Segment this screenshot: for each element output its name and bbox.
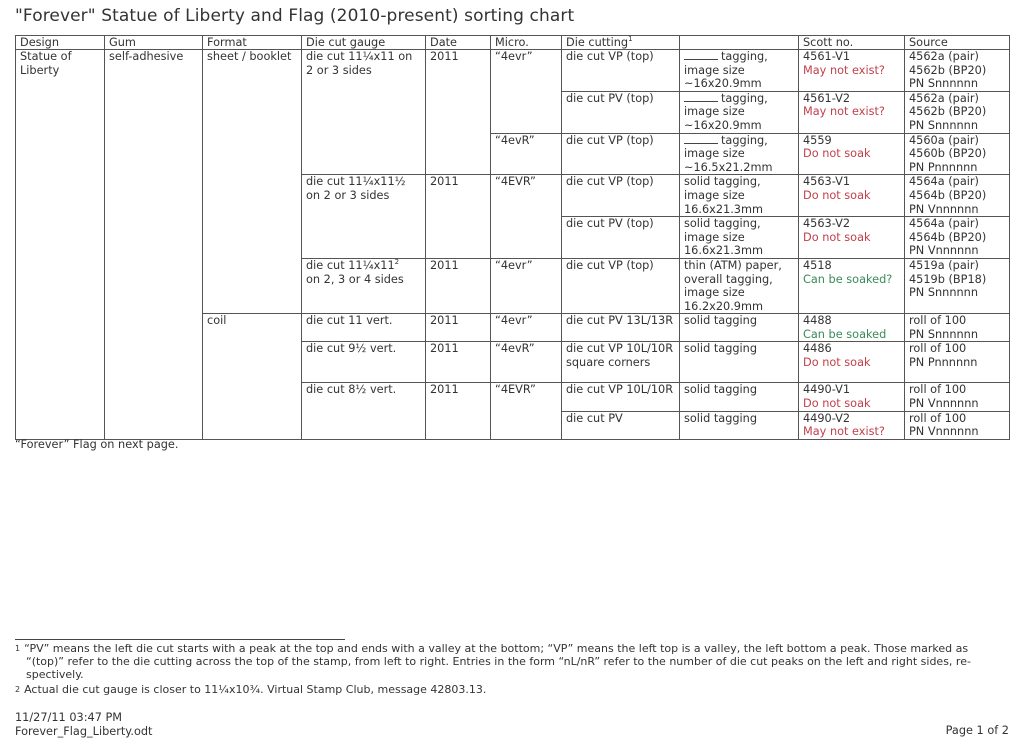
scott-cell: 4490-V2 May not exist?	[799, 411, 905, 439]
source-cell: 4562a (pair) 4562b (BP20) PN Snnnnnn	[905, 50, 1010, 92]
scott-cell: 4563-V1 Do not soak	[799, 175, 905, 217]
die-cutting-cell: die cut PV (top)	[562, 217, 680, 259]
source-cell: roll of 100 PN Vnnnnnn	[905, 383, 1010, 411]
scott-cell: 4561-V1 May not exist?	[799, 50, 905, 92]
header-micro: Micro.	[491, 36, 562, 50]
header-format: Format	[203, 36, 302, 50]
scott-cell: 4490-V1 Do not soak	[799, 383, 905, 411]
date-cell: 2011	[426, 314, 491, 342]
source-cell: roll of 100 PN Snnnnnn	[905, 314, 1010, 342]
header-date: Date	[426, 36, 491, 50]
header-source: Source	[905, 36, 1010, 50]
header-die-cut-gauge: Die cut gauge	[302, 36, 426, 50]
source-cell: 4519a (pair) 4519b (BP18) PN Snnnnnn	[905, 258, 1010, 313]
tagging-cell: solid tagging	[680, 342, 799, 383]
format-cell-coil: coil	[203, 314, 302, 440]
source-cell: 4560a (pair) 4560b (BP20) PN Pnnnnnn	[905, 133, 1010, 175]
scott-cell: 4559 Do not soak	[799, 133, 905, 175]
date-cell: 2011	[426, 342, 491, 383]
date-cell: 2011	[426, 50, 491, 175]
tagging-cell: solid tagging, image size 16.6x21.3mm	[680, 217, 799, 259]
tagging-cell: solid tagging	[680, 383, 799, 411]
die-cutting-cell: die cut VP 10L/10R	[562, 383, 680, 411]
header-row	[16, 36, 1010, 50]
source-cell: roll of 100 PN Vnnnnnn	[905, 411, 1010, 439]
gauge-cell: die cut $11\frac{1}{4}x11^2$ on 2, 3 or 4 sides	[302, 258, 426, 313]
gum-cell: self-adhesive	[105, 50, 203, 440]
scott-cell: 4488 Can be soaked	[799, 314, 905, 342]
table-row	[16, 50, 1010, 92]
date-cell: 2011	[426, 175, 491, 259]
document-meta	[15, 711, 152, 738]
scott-cell: 4563-V2 Do not soak	[799, 217, 905, 259]
header-design: Design	[16, 36, 105, 50]
micro-cell: “4evR”	[491, 342, 562, 383]
source-cell: 4564a (pair) 4564b (BP20) PN Vnnnnnn	[905, 175, 1010, 217]
die-cutting-cell: die cut VP (top)	[562, 175, 680, 217]
gauge-cell: die cut 11 vert.	[302, 314, 426, 342]
micro-cell: “4EVR”	[491, 383, 562, 439]
blank-line	[684, 92, 718, 102]
sorting-chart-table	[15, 35, 1010, 440]
blank-line	[684, 134, 718, 144]
page-number: Page 1 of 2	[945, 724, 1009, 737]
die-cutting-cell: die cut VP (top)	[562, 258, 680, 313]
format-cell-sheet: sheet / booklet	[203, 50, 302, 314]
tagging-cell: tagging, image size ~16x20.9mm	[680, 91, 799, 133]
page-title: "Forever" Statue of Liberty and Flag (2010-present) sorting chart	[15, 6, 575, 26]
footnote-2: $^2$ Actual die cut gauge is closer to 11¼x10¾. Virtual Stamp Club, message 42803.13.	[15, 683, 487, 696]
scott-cell: 4518 Can be soaked?	[799, 258, 905, 313]
timestamp: 11/27/11 03:47 PM	[15, 711, 123, 724]
gauge-cell: die cut 9½ vert.	[302, 342, 426, 383]
tagging-cell: solid tagging	[680, 314, 799, 342]
footnote-1: $^1$ “PV” means the left die cut starts with a peak at the top and ends with a valley at the bottom; “VP” means the left top is a valley, the left bottom a peak. Those marked as “(top)” refer to the die cutting across the top of the stamp, from left to right. Entries in the form “nL/nR” refer to the number of die cut peaks on the left and right sides, re- spectively.	[15, 642, 971, 682]
die-cutting-cell: die cut VP (top)	[562, 133, 680, 175]
gauge-cell: die cut 8½ vert.	[302, 383, 426, 439]
gauge-cell: die cut 11¼x11 on 2 or 3 sides	[302, 50, 426, 175]
die-cutting-cell: die cut PV (top)	[562, 91, 680, 133]
micro-cell: “4evr”	[491, 314, 562, 342]
header-gum: Gum	[105, 36, 203, 50]
header-scott-no: Scott no.	[799, 36, 905, 50]
next-page-note: “Forever” Flag on next page.	[15, 438, 179, 451]
date-cell: 2011	[426, 258, 491, 313]
gauge-cell: die cut 11¼x11½ on 2 or 3 sides	[302, 175, 426, 259]
die-cutting-cell: die cut VP (top)	[562, 50, 680, 92]
header-tagging	[680, 36, 799, 50]
footnote-divider	[15, 639, 345, 640]
die-cutting-cell: die cut PV 13L/13R	[562, 314, 680, 342]
date-cell: 2011	[426, 383, 491, 439]
scott-cell: 4561-V2 May not exist?	[799, 91, 905, 133]
die-cutting-cell: die cut VP 10L/10R square corners	[562, 342, 680, 383]
tagging-cell: tagging, image size ~16.5x21.2mm	[680, 133, 799, 175]
source-cell: 4562a (pair) 4562b (BP20) PN Snnnnnn	[905, 91, 1010, 133]
tagging-cell: solid tagging, image size 16.6x21.3mm	[680, 175, 799, 217]
design-cell: Statue of Liberty	[16, 50, 105, 440]
micro-cell: “4evr”	[491, 258, 562, 313]
source-cell: roll of 100 PN Pnnnnnn	[905, 342, 1010, 383]
micro-cell: “4evR”	[491, 133, 562, 175]
blank-line	[684, 50, 718, 60]
tagging-cell: solid tagging	[680, 411, 799, 439]
source-cell: 4564a (pair) 4564b (BP20) PN Vnnnnnn	[905, 217, 1010, 259]
die-cutting-cell: die cut PV	[562, 411, 680, 439]
tagging-cell: thin (ATM) paper, overall tagging, image size 16.2x20.9mm	[680, 258, 799, 313]
header-die-cutting: Die cutting$^1$	[562, 36, 680, 50]
filename: Forever_Flag_Liberty.odt	[15, 724, 153, 738]
micro-cell: “4EVR”	[491, 175, 562, 259]
micro-cell: “4evr”	[491, 50, 562, 134]
scott-cell: 4486 Do not soak	[799, 342, 905, 383]
tagging-cell: tagging, image size ~16x20.9mm	[680, 50, 799, 92]
